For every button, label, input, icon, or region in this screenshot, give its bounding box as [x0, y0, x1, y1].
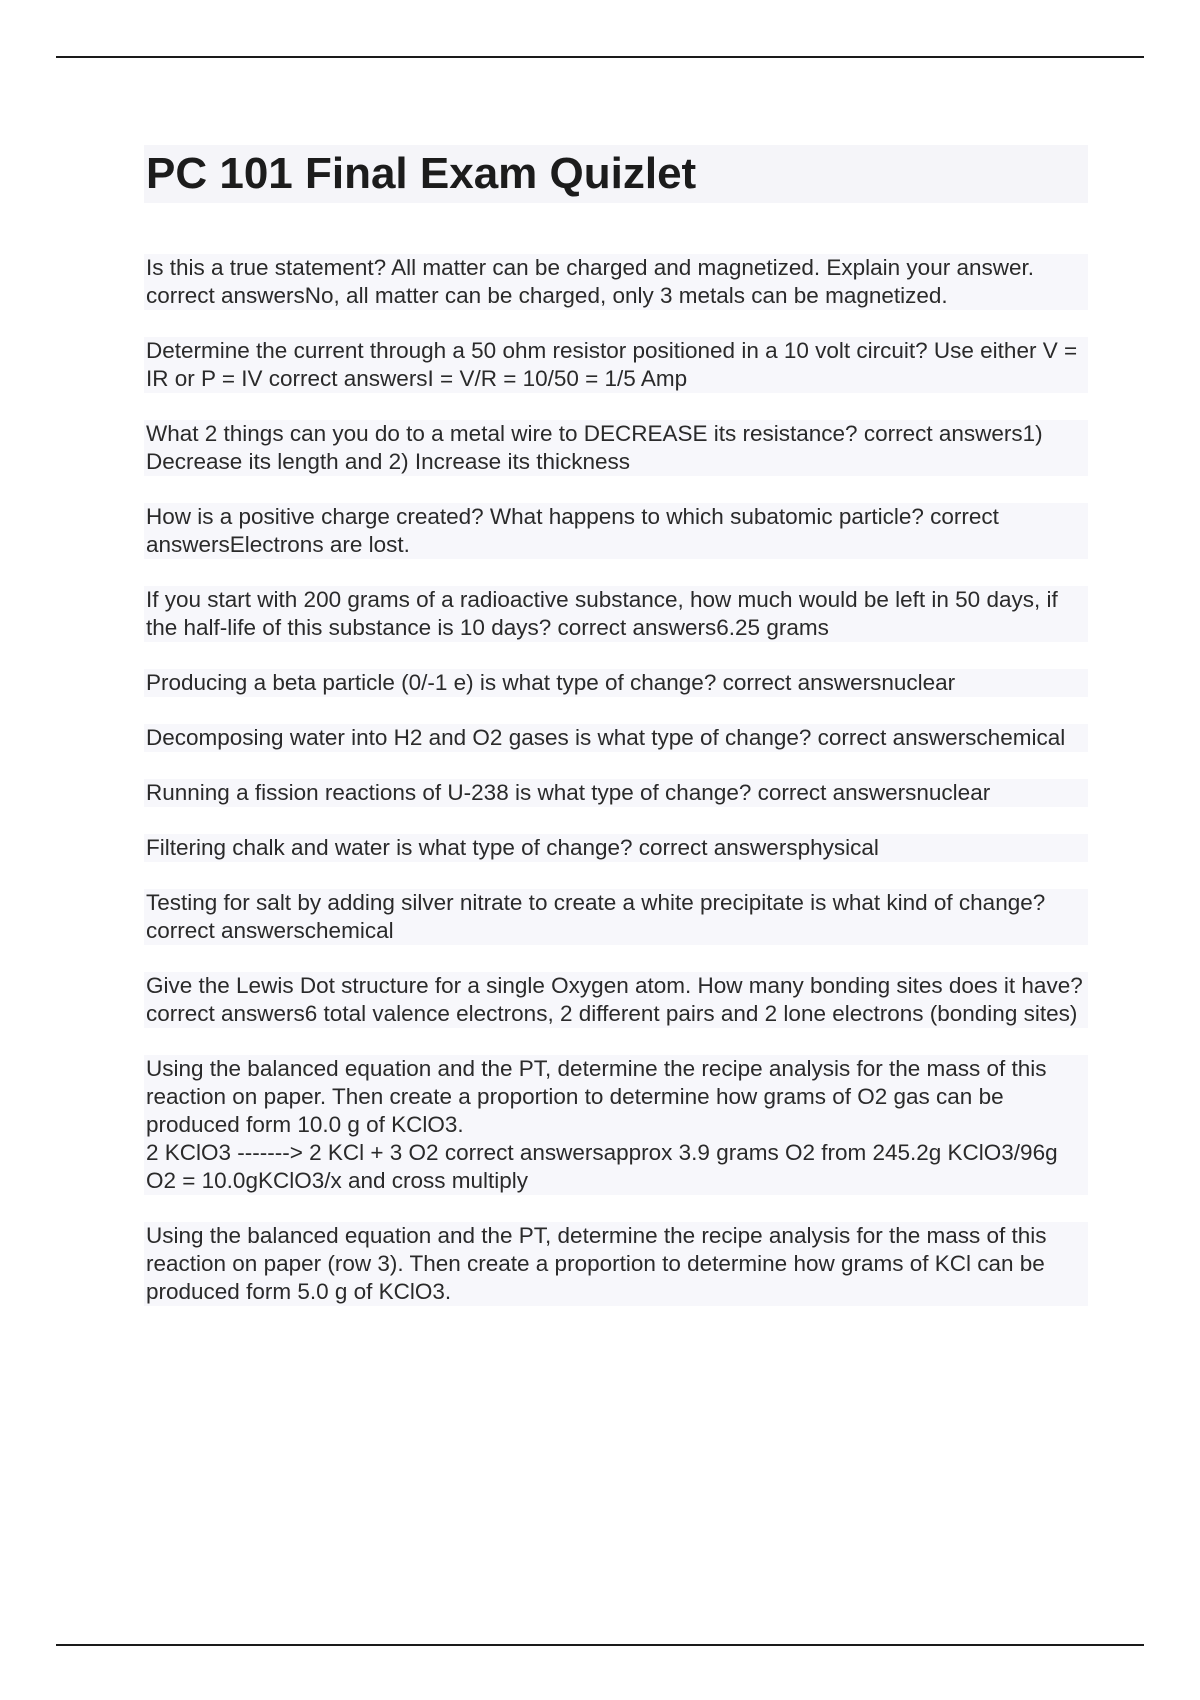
qa-item: Producing a beta particle (0/-1 e) is what type of change? correct answersnuclear — [144, 669, 1088, 697]
title-block — [144, 145, 1088, 203]
qa-item: Using the balanced equation and the PT, determine the recipe analysis for the mass of this reaction on paper (row 3). Then create a proportion to determine how grams of KCl can be produced form 5.0 g of KClO3. — [144, 1222, 1088, 1306]
footer-rule — [56, 1644, 1144, 1646]
header-rule — [56, 56, 1144, 58]
qa-item: Decomposing water into H2 and O2 gases is what type of change? correct answerschemical — [144, 724, 1088, 752]
qa-item: Running a fission reactions of U-238 is what type of change? correct answersnuclear — [144, 779, 1088, 807]
qa-item: Is this a true statement? All matter can be charged and magnetized. Explain your answer. correct answersNo, all matter can be charged, only 3 metals can be magnetized. — [144, 254, 1088, 310]
qa-item: Give the Lewis Dot structure for a single Oxygen atom. How many bonding sites does it have? correct answers6 total valence electrons, 2 different pairs and 2 lone electrons (bonding sites) — [144, 972, 1088, 1028]
qa-item: What 2 things can you do to a metal wire to DECREASE its resistance? correct answers1) Decrease its length and 2) Increase its thickness — [144, 420, 1088, 476]
document-title: PC 101 Final Exam Quizlet — [146, 149, 697, 198]
qa-item: Filtering chalk and water is what type of change? correct answersphysical — [144, 834, 1088, 862]
qa-item: Using the balanced equation and the PT, determine the recipe analysis for the mass of this reaction on paper. Then create a proportion to determine how grams of O2 gas can be produced form 10.0 g of KClO3. 2 KClO3 -------> 2 KCl + 3 O2 correct answersapprox 3.9 grams O2 from 245.2g KClO3/96g O2 = 10.0gKClO3/x and cross multiply — [144, 1055, 1088, 1195]
question-list — [144, 254, 1088, 1333]
qa-item: Testing for salt by adding silver nitrate to create a white precipitate is what kind of change? correct answerschemical — [144, 889, 1088, 945]
qa-item: How is a positive charge created? What happens to which subatomic particle? correct answersElectrons are lost. — [144, 503, 1088, 559]
qa-item: If you start with 200 grams of a radioactive substance, how much would be left in 50 days, if the half-life of this substance is 10 days? correct answers6.25 grams — [144, 586, 1088, 642]
qa-item: Determine the current through a 50 ohm resistor positioned in a 10 volt circuit? Use either V = IR or P = IV correct answersI = V/R = 10/50 = 1/5 Amp — [144, 337, 1088, 393]
